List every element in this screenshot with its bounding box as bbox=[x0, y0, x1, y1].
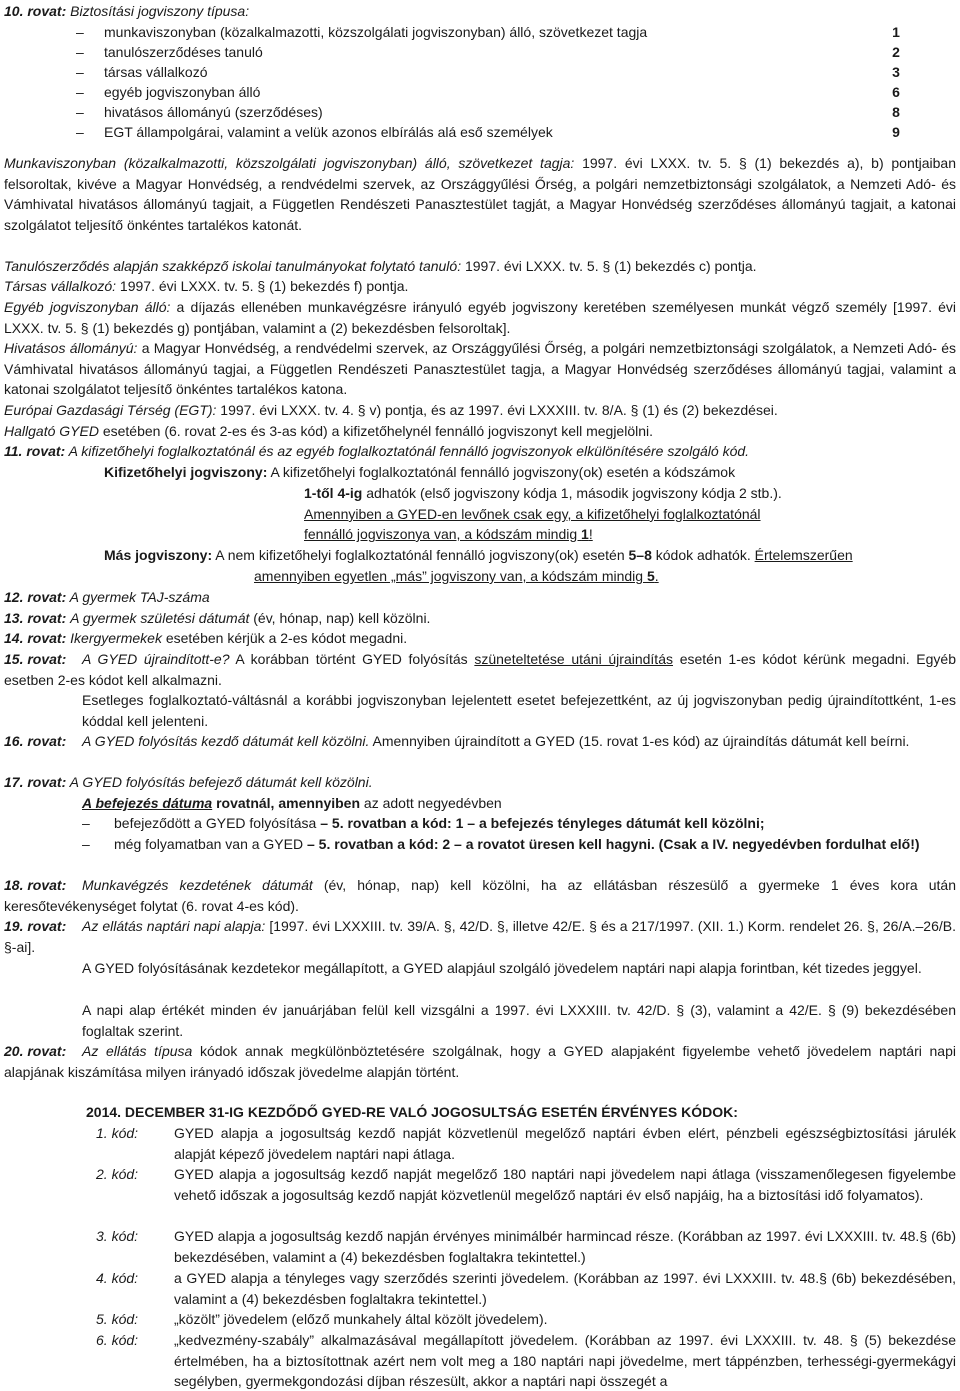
rovat11-mas-range: 5–8 bbox=[628, 547, 652, 563]
def-term: Európai Gazdasági Térség (EGT): bbox=[4, 402, 217, 418]
rovat11-mas-code: 5 bbox=[646, 568, 655, 584]
rovat20-title: Az ellátás típusa bbox=[82, 1043, 193, 1059]
def-term: Hivatásos állományú: bbox=[4, 340, 138, 356]
rovat11-mas-line2 bbox=[254, 566, 954, 587]
rovat17-heading-line bbox=[4, 772, 956, 793]
rovat14 bbox=[4, 628, 956, 649]
rovat19-heading: 19. rovat: bbox=[4, 918, 67, 934]
rovat17-bullet-text: még folyamatban van a GYED bbox=[114, 836, 307, 852]
rovat12 bbox=[4, 587, 956, 608]
rovat10-item-label: társas vállalkozó bbox=[104, 64, 208, 80]
code-text: „kedvezmény-szabály” alkalmazásával megállapított jövedelem. (Korábban az 1997. évi LXXXIII. tv. 48. § (5) bekezdése értelmében, ha a biztosítottnak azért nem volt meg a 180 naptári napi jövedelme, mert táppénzben, terhességi-gyermekágyi segélyben, gyermekgondozási díjban részesült, akkor a naptári napi összegét a bbox=[174, 1332, 956, 1389]
rovat17-heading: 17. rovat: bbox=[4, 774, 67, 790]
code-label: 4. kód: bbox=[96, 1270, 139, 1286]
rovat10-item-label: hivatásos állományú (szerződéses) bbox=[104, 104, 323, 120]
rovat18-text: (év, hónap, nap) kell közölni, ha az ellátásban részesülő a gyermeke 1 éves kora után keresőtevékenységet folytat (6. rovat 4-es kód). bbox=[4, 877, 956, 914]
def-text: 1997. évi LXXX. tv. 4. § v) pontja, és az 1997. évi LXXXIII. tv. 8/A. § (1) és (2) bekezdései. bbox=[216, 402, 778, 418]
rovat11-mas-underline: Értelemszerűen bbox=[754, 547, 853, 563]
rovat20-heading: 20. rovat: bbox=[4, 1043, 67, 1059]
rovat13-title: A gyermek születési dátumát bbox=[70, 610, 250, 626]
code-text: GYED alapja a jogosultság kezdő napján érvényes minimálbér harmincad része. (Korábban az 1997. évi LXXXIII. tv. 48.§ (6b) bekezdésében, valamint a (4) bekezdésben foglaltakra tekintettel.) bbox=[174, 1228, 956, 1265]
def-egyeb bbox=[4, 297, 956, 338]
rovat15-underline: szüneteltetése utáni újraindítás bbox=[474, 651, 673, 667]
rovat11-kif-text: A kifizetőhelyi foglalkoztatónál fennálló jogviszony(ok) esetén a kódszámok bbox=[267, 464, 736, 480]
rovat11-mas-text: A nem kifizetőhelyi foglalkoztatónál fennálló jogviszony(ok) esetén bbox=[212, 547, 629, 563]
def-egt bbox=[4, 400, 956, 421]
rovat10-item: – munkaviszonyban (közalkalmazotti, közszolgálati jogviszonyban) álló, szövetkezet tagja 1 bbox=[0, 22, 960, 42]
def-term: Társas vállalkozó: bbox=[4, 278, 117, 294]
document-page: 10. rovat: Biztosítási jogviszony típusa: – munkaviszonyban (közalkalmazotti, közszolgálati jogviszonyban) álló, szövetkezet tagja 1 – tanulószerződéses tanuló 2 – társas vállalkozó 3 – egyéb jogviszonyban álló 6 – hivatásos állományú (szerződéses) 8 – EGT állampolgárai, valamint a velük azonos elbírálás alá eső személyek 9 Munkaviszonyban (közalkalmazotti, közszolgálati jogviszonyban) álló, szövetkezet tagja: 1997. évi LXXX. tv. 5. § (1) bekezdés a), b) pontjaiban felsoroltak, kivéve a Magyar Honvédség, a rendvédelmi szervek, az Országgyűlési Őrség, a polgári nemzetbiztonsági szolgálatok, a Nemzeti Adó- és Vámhivatal hivatásos állományú tagjait, a Független Rendészeti Panasztestület tagját, a Magyar Honvédség szerződéses állományú tagjait, a katonai szolgálatot teljesítő önkéntes tartalékos katonát. Tanulószerződés alapján szakképző iskolai tanulmányokat folytató tanuló: 1997. évi LXXX. tv. 5. § (1) bekezdés c) pontja. Társas vállalkozó: 1997. évi LXXX. tv. 5. § (1) bekezdés f) pontja. Egyéb jogviszonyban álló: a díjazás ellenében munkavégzésre irányuló egyéb jogviszony keretében személyesen munkát végző személy [1997. évi LXXX. tv. 5. § (1) bekezdés g) pontjában, valamint a (2) bekezdésben felsoroltak]. Hivatásos állományú: a Magyar Honvédség, a rendvédelmi szervek, az Országgyűlési Őrség, a polgári nemzetbiztonsági szolgálatok, a Nemzeti Adó- és Vámhivatal hivatásos állományú tagjai, a Független Rendészeti Panasztestület tagja, a Magyar Honvédség szerződéses állományú tagjai, valamint a katonai szolgálatot teljesítő önkéntes tartalékos katona. Európai Gazdasági Térség (EGT): 1997. évi LXXX. tv. 4. § v) pontja, és az 1997. évi LXXXIII. tv. 8/A. § (1) és (2) bekezdései. Hallgató GYED esetében (6. rovat 2-es és 3-as kód) a kifizetőhelynél fennálló jogviszonyt kell megjelölni. 11. rovat: A kifizetőhelyi foglalkoztatónál és az egyéb foglalkoztatónál fennálló jogviszonyok elkülönítésére szolgáló kód. Kifizetőhelyi jogviszony: A kifizetőhelyi foglalkoztatónál fennálló jogviszony(ok) esetén a kódszámok 1-től 4-ig adhatók (első jogviszony kódja 1, második jogviszony kódja 2 stb.). Amennyiben a GYED-en levőnek csak egy, a kifizetőhelyi foglalkoztatónál fennálló jogviszonya van, a kódszám mindig 1! Más jogviszony: A nem kifizetőhelyi foglalkoztatónál fennálló jogviszony(ok) esetén 5–8 kódok adhatók. Értelemszerűen amennyiben egyetlen „más” jogviszony van, a kódszám mindig 5. 12. rovat: A gyermek TAJ-száma 13. rovat: A gyermek születési dátumát (év, hónap, nap) kell közölni. 14. rovat: Ikergyermekek esetében kérjük a 2-es kódot megadni. 15. rovat: A GYED újraindított-e? A korábban történt GYED folyósítás szüneteltetése utáni újraindítás esetén 1-es kódot kérünk megadni. Egyéb esetben 2-es kódot kell alkalmazni. Esetleges foglalkoztató-váltásnál a korábbi jogviszonyban lejelentett esetet befejezettként, az új jogviszonyban pedig újraindítottként, 1-es kóddal kell jelenteni. 16. rovat: A GYED folyósítás kezdő dátumát kell közölni. Amennyiben újraindított a GYED (15. rovat 1-es kód) az újraindítás dátumát kell beírni. 17. rovat: A GYED folyósítás befejező dátumát kell közölni. A befejezés dátuma rovatnál, amennyiben az adott negyedévben – befejeződött a GYED folyósítása – 5. rovatban a kód: 1 – a befejezés tényleges dátumát kell közölni; – még folyamatban van a GYED – 5. rovatban a kód: 2 – a rovatot üresen kell hagyni. (Csak a IV. negyedévben fordulhat elő!) 18. rovat: Munkavégzés kezdetének dátumát (év, hónap, nap) kell közölni, ha az ellátásban részesülő a gyermeke 1 éves kora után keresőtevékenységet folytat (6. rovat 4-es kód). 19. rovat: Az ellátás naptári napi alapja: [1997. évi LXXXIII. tv. 39/A. §, 42/D. §, illetve 42/E. § és a 217/1997. (XII. 1.) Korm. rendelet 26. §, 26/A.–26/B. §-ai]. A GYED folyósításának kezdetekor megállapított, a GYED alapjául szolgáló jövedelem naptári napi alapja forintban, két tizedes jeggyel. A napi alap értékét minden év januárjában felül kell vizsgálni a 1997. évi LXXXIII. tv. 42/D. § (3), valamint a 42/E. § (9) bekezdésében foglaltak szerint. 20. rovat: Az ellátás típusa kódok annak megkülönböztetésére szolgálnak, hogy a GYED alapjaként figyelembe vehető jövedelem naptári napi alapjának kiszámítása milyen irányadó időszak jövedelme alapján történt. 2014. DECEMBER 31-IG KEZDŐDŐ GYED-RE VALÓ JOGOSULTSÁG ESETÉN ÉRVÉNYES KÓDOK: 1. kód: GYED alapja a jogosultság kezdő napját közvetlenül megelőző naptári évben elért, pénzbeli egészségbiztosítási járulék alapját képező jövedelem naptári napi átlaga. 2. kód: GYED alapja a jogosultság kezdő napját megelőző 180 naptári napi jövedelem napi átlaga (visszamenőlegesen figyelembe vehető időszak a jogosultság kezdő napját közvetlenül megelőző naptári év első napjáig, ha a biztosítási idő folyamatos). 3. kód: GYED alapja a jogosultság kezdő napján érvényes minimálbér harmincad része. (Korábban az 1997. évi LXXXIII. tv. 48.§ (6b) bekezdésében, valamint a (4) bekezdésben foglaltakra tekintettel.) 4. kód: a GYED alapja a tényleges vagy szerződés szerinti jövedelem. (Korábban az 1997. évi LXXXIII. tv. 48.§ (6b) bekezdésében, valamint a (4) bekezdésben foglaltakra tekintettel.) 5. kód: „közölt” jövedelem (előző munkahely által közölt jövedelem). 6. kód: „kedvezmény-szabály” alkalmazásával megállapított jövedelem. (Korábban az 1997. évi LXXXIII. tv. 48. § (5) bekezdése értelmében, ha a biztosítottnak azért nem volt meg a 180 naptári napi jövedelme, mert táppénzben, terhességi-gyermekágyi segélyben, gyermekgondozási díjban részesült, akkor a naptári napi összegét a bbox=[0, 0, 960, 1391]
rovat10-item-code: 3 bbox=[892, 64, 900, 80]
rovat10-item: – társas vállalkozó 3 bbox=[0, 62, 960, 82]
def-term: Tanulószerződés alapján szakképző iskolai tanulmányokat folytató tanuló: bbox=[4, 258, 462, 274]
rovat17-title: A GYED folyósítás befejező dátumát kell közölni. bbox=[69, 774, 373, 790]
rovat10-item: – egyéb jogviszonyban álló 6 bbox=[0, 82, 960, 102]
def-tarsas bbox=[4, 276, 956, 297]
rovat10-item-label: EGT állampolgárai, valamint a velük azonos elbírálás alá eső személyek bbox=[104, 124, 553, 140]
rovat19-para3: A napi alap értékét minden év januárjában felül kell vizsgálni a 1997. évi LXXXIII. tv. 42/D. § (3), valamint a 42/E. § (9) bekezdésében foglaltak szerint. bbox=[82, 1002, 956, 1039]
code-label: 6. kód: bbox=[96, 1332, 139, 1348]
rovat10-item-label: munkaviszonyban (közalkalmazotti, közszolgálati jogviszonyban) álló, szövetkezet tagja bbox=[104, 24, 648, 40]
rovat19-para2: A GYED folyósításának kezdetekor megállapított, a GYED alapjául szolgáló jövedelem naptári napi alapja forintban, két tizedes jeggyel. bbox=[82, 960, 922, 976]
rovat12-title: A gyermek TAJ-száma bbox=[69, 589, 210, 605]
code-label: 2. kód: bbox=[96, 1166, 139, 1182]
code-text: GYED alapja a jogosultság kezdő napját közvetlenül megelőző naptári évben elért, pénzbeli egészségbiztosítási járulék alapját képező jövedelem naptári napi átlaga. bbox=[174, 1125, 956, 1162]
rovat17-bullet-bold: – 5. rovatban a kód: 1 – a befejezés tényleges dátumát kell közölni; bbox=[320, 815, 765, 831]
def-text: a díjazás ellenében munkavégzésre irányuló egyéb jogviszony keretében személyesen munkát végző személy [1997. évi LXXX. tv. 5. § (1) bekezdés g) pontjában, valamint a (2) bekezdésben felsoroltak]. bbox=[4, 299, 956, 336]
rovat10-item-label: tanulószerződéses tanuló bbox=[104, 44, 263, 60]
rovat15-heading: 15. rovat: bbox=[4, 651, 67, 667]
rovat17-bullet bbox=[114, 813, 956, 834]
rovat11-kif-label: Kifizetőhelyi jogviszony: bbox=[104, 464, 268, 480]
rovat13-text: (év, hónap, nap) kell közölni. bbox=[249, 610, 431, 626]
rovat10-item: – hivatásos állományú (szerződéses) 8 bbox=[0, 102, 960, 122]
rovat11-kif-line4 bbox=[304, 524, 954, 545]
rovat11-kif-code: 1 bbox=[581, 526, 589, 542]
def-text: a Magyar Honvédség, a rendvédelmi szervek, az Országgyűlési Őrség, a polgári nemzetbiztonsági szolgálatok, a Nemzeti Adó- és Vámhivatal hivatásos állományú tagjai, a Független Rendészeti Panasztestület tagja, a Magyar Honvédség szerződéses állományú tagjai, valamint a katonai szolgálatot teljesítő önkéntes tartalékos katona. bbox=[4, 340, 957, 397]
rovat11-kif-line2-text: adhatók (első jogviszony kódja 1, második jogviszony kódja 2 stb.). bbox=[362, 485, 782, 501]
rovat15-para2: Esetleges foglalkoztató-váltásnál a korábbi jogviszonyban lejelentett esetet befejezettként, az új jogviszonyban pedig újraindítottként, 1-es kóddal kell jelenteni. bbox=[82, 692, 956, 729]
rovat16-para bbox=[4, 731, 956, 752]
rovat11-mas-label: Más jogviszony: bbox=[104, 547, 213, 563]
def-hallgato bbox=[4, 421, 956, 442]
codes-heading: 2014. DECEMBER 31-IG KEZDŐDŐ GYED-RE VALÓ JOGOSULTSÁG ESETÉN ÉRVÉNYES KÓDOK: bbox=[86, 1104, 738, 1120]
rovat10-heading: 10. rovat: bbox=[4, 3, 67, 19]
rovat17-line2-b: rovatnál, amennyiben bbox=[212, 795, 361, 811]
rovat16-text: Amennyiben újraindított a GYED (15. rovat 1-es kód) az újraindítás dátumát kell beírni. bbox=[369, 733, 910, 749]
rovat13 bbox=[4, 608, 956, 629]
def-term: Egyéb jogviszonyban álló: bbox=[4, 299, 171, 315]
code-label: 3. kód: bbox=[96, 1228, 139, 1244]
rovat13-heading: 13. rovat: bbox=[4, 610, 67, 626]
rovat15-text1: A korábban történt GYED folyósítás bbox=[229, 651, 475, 667]
rovat17-line2-bu: A befejezés dátuma bbox=[82, 795, 213, 811]
rovat15-text2: esetén 1-es kódot kérünk megadni. Egyéb esetben 2-es kódot kell alkalmazni. bbox=[4, 651, 957, 688]
def-term: Munkaviszonyban (közalkalmazotti, közszolgálati jogviszonyban) álló, szövetkezet tagja: bbox=[4, 155, 575, 171]
rovat14-text: esetében kérjük a 2-es kódot megadni. bbox=[161, 630, 408, 646]
def-munkaviszony bbox=[4, 153, 956, 235]
rovat20-text: kódok annak megkülönböztetésére szolgálnak, hogy a GYED alapjaként figyelembe vehető jövedelem naptári napi alapjának kiszámítása milyen irányadó időszak jövedelme alapján történt. bbox=[4, 1043, 956, 1080]
rovat16-title: A GYED folyósítás kezdő dátumát kell közölni. bbox=[82, 733, 370, 749]
rovat11-mas bbox=[104, 545, 960, 566]
rovat10-item-code: 9 bbox=[892, 124, 900, 140]
def-term: Hallgató GYED bbox=[4, 423, 99, 439]
rovat11-kif-range: 1-től 4-ig bbox=[304, 485, 363, 501]
rovat12-heading: 12. rovat: bbox=[4, 589, 67, 605]
def-text: 1997. évi LXXX. tv. 5. § (1) bekezdés f) pontja. bbox=[116, 278, 409, 294]
rovat10-item-label: egyéb jogviszonyban álló bbox=[104, 84, 261, 100]
rovat15-para1 bbox=[4, 649, 956, 690]
rovat11-heading-line bbox=[4, 441, 956, 462]
rovat11-kifizetohelyi bbox=[104, 462, 954, 483]
rovat10-item-code: 2 bbox=[892, 44, 900, 60]
code-text: „közölt” jövedelem (előző munkahely által közölt jövedelem). bbox=[174, 1311, 548, 1327]
rovat17-line2-text: az adott negyedévben bbox=[360, 795, 502, 811]
rovat11-mas-line2-end: . bbox=[654, 568, 659, 584]
rovat10-item-code: 1 bbox=[892, 24, 900, 40]
rovat19-para1 bbox=[4, 916, 956, 957]
code-text: a GYED alapja a tényleges vagy szerződés szerinti jövedelem. (Korábban az 1997. évi LXXXIII. tv. 48.§ (6b) bekezdésében, valamint a (4) bekezdésben foglaltakra tekintettel.) bbox=[174, 1270, 956, 1307]
rovat16-heading: 16. rovat: bbox=[4, 733, 67, 749]
code-label: 1. kód: bbox=[96, 1125, 139, 1141]
rovat17-line2 bbox=[82, 793, 952, 814]
rovat10-item-code: 6 bbox=[892, 84, 900, 100]
def-text: 1997. évi LXXX. tv. 5. § (1) bekezdés a), b) pontjaiban felsoroltak, kivéve a Magyar Honvédség, a rendvédelmi szervek, az Országgyűlési Őrség, a polgári nemzetbiztonsági szolgálatok, a Nemzeti Adó- és Vámhivatal hivatásos állományú tagjait, a Független Rendészeti Panasztestület tagját, a Magyar Honvédség szerződéses állományú tagjait, a katonai szolgálatot teljesítő önkéntes tartalékos katonát. bbox=[4, 155, 956, 233]
rovat19-text: [1997. évi LXXXIII. tv. 39/A. §, 42/D. §, illetve 42/E. § és a 217/1997. (XII. 1.) Korm. rendelet 26. §, 26/A.–26/B. §-ai]. bbox=[4, 918, 957, 955]
rovat14-title: Ikergyermekek bbox=[70, 630, 162, 646]
rovat19-title: Az ellátás naptári napi alapja: bbox=[82, 918, 266, 934]
rovat11-heading: 11. rovat: bbox=[4, 443, 66, 459]
rovat10-title: Biztosítási jogviszony típusa: bbox=[70, 3, 250, 19]
rovat11-title: A kifizetőhelyi foglalkoztatónál és az egyéb foglalkoztatónál fennálló jogviszonyok elkülönítésére szolgáló kód. bbox=[68, 443, 750, 459]
rovat11-kif-line2 bbox=[304, 483, 954, 504]
rovat10-item: – EGT állampolgárai, valamint a velük azonos elbírálás alá eső személyek 9 bbox=[0, 122, 960, 142]
def-hivatasos bbox=[4, 338, 956, 400]
def-text: esetében (6. rovat 2-es és 3-as kód) a kifizetőhelynél fennálló jogviszonyt kell megjelölni. bbox=[98, 423, 654, 439]
rovat15-title: A GYED újraindított-e? bbox=[82, 651, 230, 667]
rovat10-item-code: 8 bbox=[892, 104, 900, 120]
def-text: 1997. évi LXXX. tv. 5. § (1) bekezdés c) pontja. bbox=[461, 258, 757, 274]
rovat10-item: – tanulószerződéses tanuló 2 bbox=[0, 42, 960, 62]
rovat17-bullet-bold: – 5. rovatban a kód: 2 – a rovatot üresen kell hagyni. (Csak a IV. negyedévben fordulhat elő!) bbox=[307, 836, 920, 852]
rovat17-bullet-text: befejeződött a GYED folyósítása bbox=[114, 815, 321, 831]
rovat11-kif-line4-end: ! bbox=[588, 526, 593, 542]
def-tanulo bbox=[4, 256, 956, 277]
rovat18-para bbox=[4, 875, 956, 916]
rovat11-kif-line4-text: fennálló jogviszonya van, a kódszám mindig bbox=[304, 526, 582, 542]
rovat11-kif-line3: Amennyiben a GYED-en levőnek csak egy, a kifizetőhelyi foglalkoztatónál bbox=[304, 506, 761, 522]
rovat11-mas-line2-text: amennyiben egyetlen „más” jogviszony van, a kódszám mindig bbox=[254, 568, 647, 584]
rovat11-mas-text2: kódok adhatók. bbox=[651, 547, 755, 563]
rovat18-title: Munkavégzés kezdetének dátumát bbox=[82, 877, 313, 893]
code-label: 5. kód: bbox=[96, 1311, 139, 1327]
rovat14-heading: 14. rovat: bbox=[4, 630, 67, 646]
rovat17-bullet bbox=[114, 834, 956, 855]
rovat18-heading: 18. rovat: bbox=[4, 877, 67, 893]
rovat10-heading-line bbox=[4, 1, 954, 22]
rovat20-para bbox=[4, 1041, 956, 1082]
code-text: GYED alapja a jogosultság kezdő napját megelőző 180 naptári napi jövedelem napi átlaga (visszamenőlegesen figyelembe vehető időszak a jogosultság kezdő napját közvetlenül megelőző naptári év első napjáig, ha a biztosítási idő folyamatos). bbox=[174, 1166, 956, 1203]
